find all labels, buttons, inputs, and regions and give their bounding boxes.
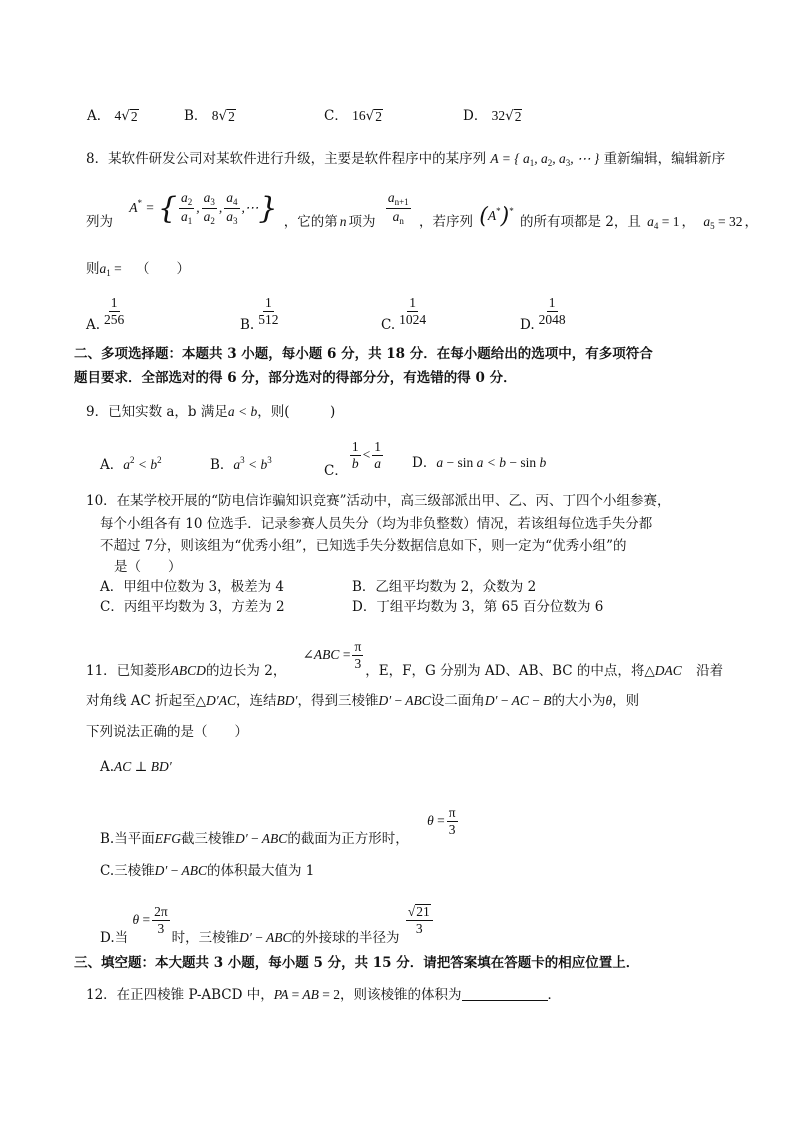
math-angle-abc: ∠ABC = $\frac{\pi}{3}$ <box>302 639 362 672</box>
q11-option-a: A.AC ⊥ BD′ <box>100 759 172 775</box>
q7-option-d <box>463 109 522 124</box>
q9-options: A．$a^2 < b^2$ B．$a^3 < b^3$ C． $\frac{1}{b}$ < $\frac{1}{a}$ D．a − sin a < b − sin b <box>100 439 547 480</box>
sqrt-expr: √ 2 <box>121 108 138 124</box>
q11-line1: 11．已知菱形ABCD的边长为 2， ∠ABC = $\frac{\pi}{3}$ ，E，F，G 分别为 AD、AB、BC 的中点，将△DAC 沿着 <box>86 639 724 679</box>
sqrt-expr: √ 2 <box>365 108 382 124</box>
q9-stem: 9．已知实数 a，b 满足a < b，则( ) <box>86 404 336 420</box>
option-label: A． <box>87 108 111 124</box>
math-astar-star: (A*)* <box>479 203 514 229</box>
q10-option-d: D．丁组平均数为 3，第 65 百分位数为 6 <box>352 599 604 615</box>
option-label: C． <box>324 108 348 124</box>
q8-line1: 8．某软件研发公司对某软件进行升级，主要是软件程序中的某序列 A = { $a_1$, $a_2$, $a_3$, ⋯ } 重新编辑，编辑新序 <box>86 151 726 168</box>
math-a4: $a_4 = 1$ <box>647 214 680 232</box>
q10-option-a: A．甲组中位数为 3，极差为 4 <box>100 579 285 595</box>
q8-line2: 列为 A* = { $\frac{a_2}{a_1}$ , $\frac{a_3}{a_2}$ , $\frac{a_4}{a_3}$ ,⋯} ，它的第 n 项为 $\frac{a_{n+1}}{a_n}$ ，若序列 (A*)* 的所有项都是 2，且 $a_4 = 1$ ， $a_5 = 32$ ， <box>86 190 758 232</box>
q7-option-b <box>184 109 236 124</box>
q11-line2: 对角线 AC 折起至△D′AC，连结BD′，得到三棱锥D′ − ABC设二面角D′ − AC − B的大小为θ，则 <box>86 693 640 709</box>
q11-option-c: C.三棱锥D′ − ABC的体积最大值为 1 <box>100 863 315 879</box>
q10-option-b: B．乙组平均数为 2，众数为 2 <box>352 579 537 595</box>
q11-line3: 下列说法正确的是（ ） <box>86 724 248 740</box>
q10-line2: 每个小组各有 10 位选手．记录参赛人员失分（均为非负整数）情况，若该组每位选手失分都 <box>100 516 653 532</box>
q12-stem: 12．在正四棱锥 P-ABCD 中，PA = AB = 2，则该棱锥的体积为 ． <box>86 987 562 1003</box>
q8-option-b: B. $\frac{1}{512}$ <box>240 295 279 334</box>
q10-option-c: C．丙组平均数为 3，方差为 2 <box>100 599 285 615</box>
option-label: D． <box>463 108 488 124</box>
q7-option-a <box>87 109 139 124</box>
q10-line3: 不超过 7分，则该组为“优秀小组”，已知选手失分数据信息如下，则一定为“优秀小组”的 <box>100 538 627 554</box>
sqrt-expr: √ 2 <box>218 108 235 124</box>
math-coef: 4 <box>114 108 122 123</box>
answer-blank[interactable] <box>462 988 548 1001</box>
q10-line1: 10．在某学校开展的“防电信诈骗知识竞赛”活动中，高三级部派出甲、乙、丙、丁四个小组参赛， <box>86 493 671 509</box>
math-a-lt-b: a < b <box>227 404 258 419</box>
q8-option-c: C. $\frac{1}{1024}$ <box>381 295 427 334</box>
math-seq-a: A = { $a_1$, $a_2$, $a_3$, ⋯ } <box>490 151 600 168</box>
q8-option-a: A. $\frac{1}{256}$ <box>86 295 125 334</box>
math-coef: 8 <box>211 108 219 123</box>
q8-option-d: D. $\frac{1}{2048}$ <box>520 295 566 334</box>
section2-heading-line1: 二、多项选择题：本题共 3 小题，每小题 6 分，共 18 分．在每小题给出的选项中，有多项符合 <box>74 346 653 362</box>
math-coef: 16 <box>352 108 366 123</box>
q11-option-d: D.当 θ = $\frac{2\pi}{3}$ 时，三棱锥D′ − ABC的外接球的半径为 √ 21 3 <box>100 904 435 936</box>
math-ratio: $\frac{a_{n+1}}{a_n}$ <box>387 190 409 227</box>
q7-option-c <box>324 109 383 124</box>
section2-heading-line2: 题目要求．全部选对的得 6 分，部分选对的得部分分，有选错的得 0 分． <box>74 370 517 386</box>
q8-ask: 则$a_1$ = （ ） <box>86 261 191 278</box>
q11-option-b: B.当平面EFG截三棱锥D′ − ABC的截面为正方形时， θ = $\frac{\pi}{3}$ <box>100 805 456 847</box>
math-seq-astar: A* = { $\frac{a_2}{a_1}$ , $\frac{a_3}{a_2}$ , $\frac{a_4}{a_3}$ ,⋯} <box>129 190 278 227</box>
q10-line4: 是（ ） <box>114 559 182 575</box>
sqrt-expr: √ 2 <box>505 108 522 124</box>
option-label: B． <box>184 108 208 124</box>
math-coef: 32 <box>491 108 506 123</box>
section3-heading: 三、填空题：本大题共 3 小题，每小题 5 分，共 15 分．请把答案填在答题卡的相应位置上． <box>74 955 640 971</box>
math-a5: $a_5 = 32$ <box>703 214 743 232</box>
